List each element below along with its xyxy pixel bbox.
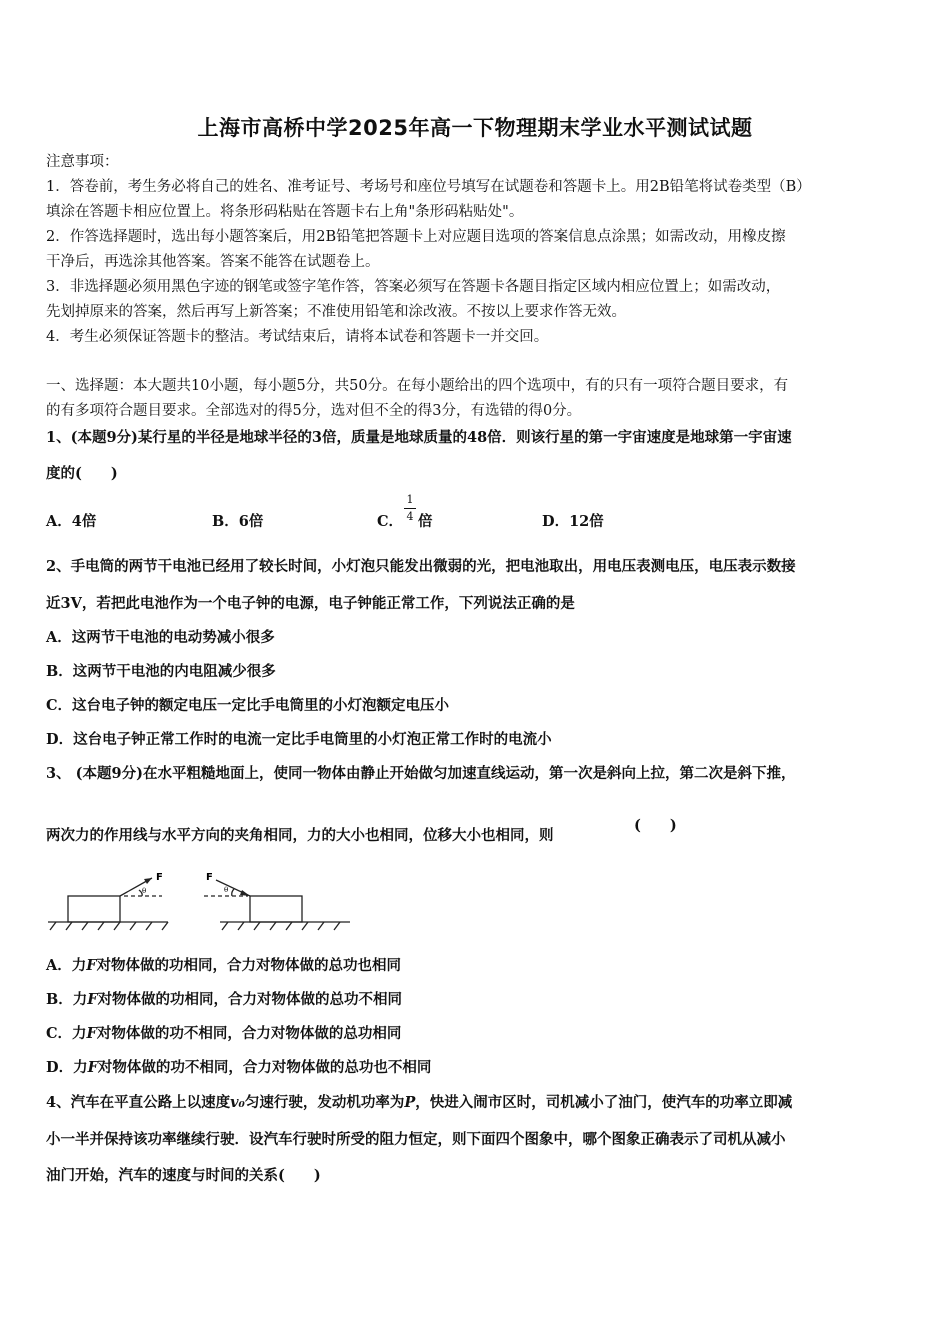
fraction-denominator: 4 (406, 510, 414, 523)
notice-line: 1．答卷前，考生务必将自己的姓名、准考证号、考场号和座位号填写在试题卷和答题卡上。用2B铅笔将试卷类型（B） (46, 179, 811, 195)
option-c: C．这台电子钟的额定电压一定比手电筒里的小灯泡额定电压小 (46, 697, 450, 714)
section-heading: 一、选择题：本大题共10小题，每小题5分，共50分。在每小题给出的四个选项中，有的只有一项符合题目要求，有 (46, 378, 789, 394)
force-label-f1: F (156, 872, 163, 883)
notice-line: 2．作答选择题时，选出每小题答案后，用2B铅笔把答题卡上对应题目选项的答案信息点涂黑；如需改动，用橡皮擦 (46, 229, 786, 245)
fraction-one-quarter (404, 494, 416, 523)
option-d: D．12倍 (542, 513, 604, 530)
section-heading: 的有多项符合题目要求。全部选对的得5分，选对但不全的得3分，有选错的得0分。 (46, 403, 582, 419)
notice-line: 填涂在答题卡相应位置上。将条形码粘贴在答题卡右上角"条形码粘贴处"。 (46, 204, 524, 220)
notice-line: 3．非选择题必须用黑色字迹的钢笔或签字笔作答，答案必须写在答题卡各题目指定区域内相应位置上；如需改动， (46, 279, 781, 295)
option-b: B．6倍 (212, 513, 264, 530)
angle-label-1: θ (142, 887, 147, 895)
option-c-suffix: 倍 (418, 513, 433, 530)
answer-paren: ( ) (634, 817, 677, 834)
option-b: B．力F对物体做的功相同，合力对物体做的总功不相同 (46, 991, 403, 1008)
question-1-text: 1、(本题9分)某行星的半径是地球半径的3倍，质量是地球质量的48倍．则该行星的第一宇宙速度是地球第一宇宙速 (46, 429, 792, 446)
fraction-numerator: 1 (406, 493, 414, 506)
notice-line: 干净后，再选涂其他答案。答案不能答在试题卷上。 (46, 254, 380, 270)
question-4-text: 小一半并保持该功率继续行驶．设汽车行驶时所受的阻力恒定，则下面四个图象中，哪个图象正确表示了司机从减小 (46, 1131, 786, 1148)
question-2-text: 2、手电筒的两节干电池已经用了较长时间，小灯泡只能发出微弱的光，把电池取出，用电压表测电压，电压表示数接 (46, 558, 796, 575)
question-1-text: 度的( ) (46, 465, 118, 482)
option-c: C．力F对物体做的功不相同，合力对物体做的总功相同 (46, 1025, 402, 1042)
force-label-f2: F (206, 872, 213, 883)
notice-line: 4．考生必须保证答题卡的整洁。考试结束后，请将本试卷和答题卡一并交回。 (46, 329, 549, 345)
option-b: B．这两节干电池的内电阻减少很多 (46, 663, 276, 680)
question-1-options (46, 510, 906, 534)
page-title: 上海市高桥中学2025年高一下物理期末学业水平测试试题 (197, 116, 753, 140)
option-c-prefix: C． (377, 513, 404, 530)
question-2-text: 近3V，若把此电池作为一个电子钟的电源，电子钟能正常工作，下列说法正确的是 (46, 595, 575, 612)
option-a: A．力F对物体做的功相同，合力对物体做的总功也相同 (46, 957, 402, 974)
option-d: D．这台电子钟正常工作时的电流一定比手电筒里的小灯泡正常工作时的电流小 (46, 731, 552, 748)
option-a: A．4倍 (46, 513, 97, 530)
question-4-text: 4、汽车在平直公路上以速度v₀匀速行驶，发动机功率为P，快进入闹市区时，司机减小了油门，使汽车的功率立即减 (46, 1094, 793, 1111)
question-4-text: 油门开始，汽车的速度与时间的关系( ) (46, 1167, 321, 1184)
notice-line: 先划掉原来的答案，然后再写上新答案；不准使用铅笔和涂改液。不按以上要求作答无效。 (46, 304, 626, 320)
notice-heading: 注意事项： (46, 154, 119, 170)
option-a: A．这两节干电池的电动势减小很多 (46, 629, 275, 646)
question-3-text: 3、 (本题9分)在水平粗糙地面上，使同一物体由静止开始做匀加速直线运动，第一次是斜向上拉，第二次是斜下推， (46, 765, 796, 782)
option-d: D．力F对物体做的功不相同，合力对物体做的总功也不相同 (46, 1059, 432, 1076)
force-diagram (44, 866, 354, 932)
angle-label-2: θ (224, 886, 229, 894)
question-3-text: 两次力的作用线与水平方向的夹角相同，力的大小也相同，位移大小也相同，则 (46, 827, 554, 844)
